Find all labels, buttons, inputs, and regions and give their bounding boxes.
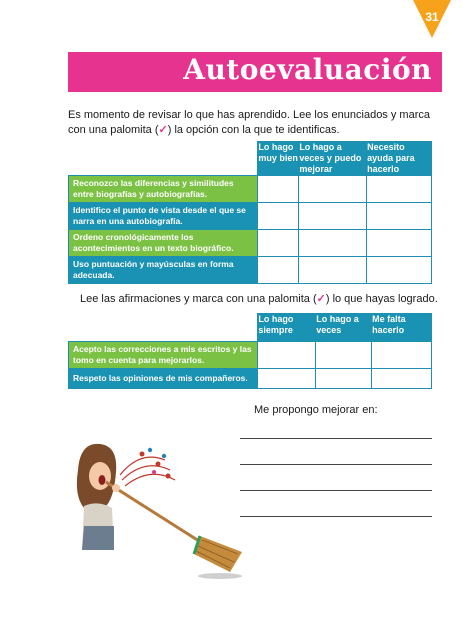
check-cell[interactable] — [258, 176, 299, 203]
column-header: Lo hago a veces y puedo mejorar — [299, 142, 367, 176]
check-cell[interactable] — [258, 230, 299, 257]
instruction-text — [80, 292, 438, 305]
check-cell[interactable] — [258, 257, 299, 284]
writing-line[interactable] — [240, 464, 432, 465]
table-corner — [69, 314, 258, 342]
writing-line[interactable] — [240, 490, 432, 491]
statement-cell: Identifico el punto de vista desde el que se narra en una autobiografía. — [69, 203, 258, 230]
check-cell[interactable] — [367, 176, 432, 203]
table-corner — [69, 142, 258, 176]
check-cell[interactable] — [372, 369, 432, 389]
check-cell[interactable] — [299, 176, 367, 203]
check-cell[interactable] — [299, 257, 367, 284]
column-header: Lo hago muy bien — [258, 142, 299, 176]
check-mark-icon: ✓ — [316, 293, 326, 305]
page-number-badge — [413, 0, 451, 38]
goal-label: Me propongo mejorar en: — [254, 404, 378, 416]
check-cell[interactable] — [372, 342, 432, 369]
page-title: Autoevaluación — [183, 53, 432, 86]
check-cell[interactable] — [316, 369, 372, 389]
writing-line[interactable] — [240, 438, 432, 439]
writing-line[interactable] — [240, 516, 432, 517]
page-number: 31 — [425, 10, 439, 24]
check-cell[interactable] — [367, 230, 432, 257]
check-cell[interactable] — [258, 369, 316, 389]
statement-cell: Uso puntuación y mayúsculas en forma adecuada. — [69, 257, 258, 284]
statement-cell: Respeto las opiniones de mis compañeros. — [69, 369, 258, 389]
self-evaluation-table-2 — [68, 313, 432, 389]
intro-text — [68, 108, 438, 138]
check-mark-icon: ✓ — [158, 124, 168, 136]
self-evaluation-table-1 — [68, 141, 432, 284]
column-header: Necesito ayuda para hacerlo — [367, 142, 432, 176]
check-cell[interactable] — [258, 203, 299, 230]
intro-after: ) la opción con la que te identificas. — [167, 124, 340, 136]
instruction-after: ) lo que hayas logrado. — [325, 293, 438, 305]
column-header: Lo hago siempre — [258, 314, 316, 342]
title-banner — [68, 52, 442, 92]
column-header: Lo hago a veces — [316, 314, 372, 342]
statement-cell: Reconozco las diferencias y similitudes entre biografías y autobiografías. — [69, 176, 258, 203]
check-cell[interactable] — [299, 203, 367, 230]
check-cell[interactable] — [316, 342, 372, 369]
statement-cell: Acepto las correcciones a mis escritos y las tomo en cuenta para mejorarlos. — [69, 342, 258, 369]
instruction-before: Lee las afirmaciones y marca con una palomita ( — [80, 293, 317, 305]
check-cell[interactable] — [299, 230, 367, 257]
check-cell[interactable] — [367, 257, 432, 284]
intro-before: Es momento de revisar lo que has aprendido. Lee los enunciados y marca con una palomita ( — [68, 109, 430, 136]
check-cell[interactable] — [258, 342, 316, 369]
check-cell[interactable] — [367, 203, 432, 230]
child-singing-broom-illustration — [70, 430, 250, 580]
statement-cell: Ordeno cronológicamente los acontecimientos en un texto biográfico. — [69, 230, 258, 257]
column-header: Me falta hacerlo — [372, 314, 432, 342]
